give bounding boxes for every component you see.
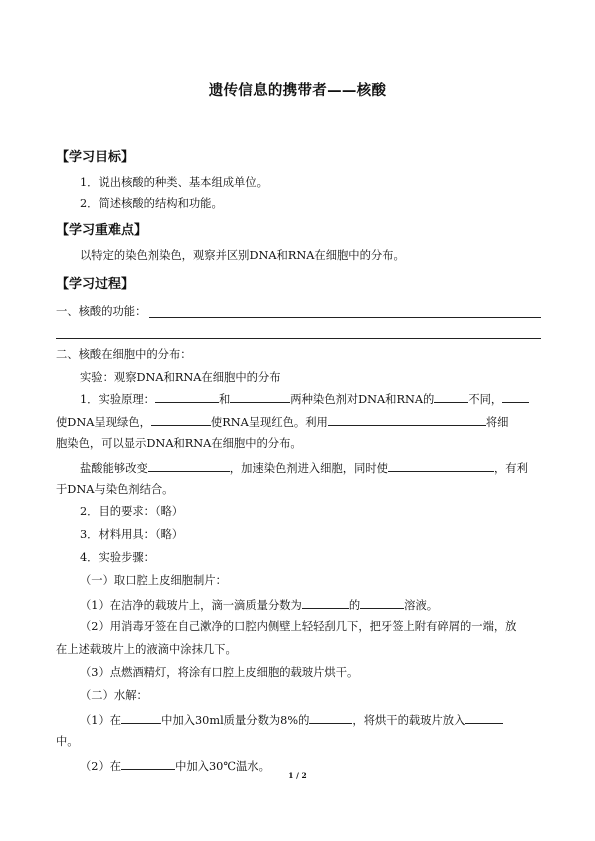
goal-item: 1．说出核酸的种类、基本组成单位。	[80, 176, 268, 189]
fill-blank	[230, 390, 290, 403]
answer-line	[149, 317, 541, 318]
fill-blank	[155, 390, 219, 403]
fill-blank	[148, 459, 230, 472]
section-heading-process: 【学习过程】	[56, 277, 135, 292]
page-number: 1 / 2	[288, 771, 307, 780]
goal-item: 2．简述核酸的结构和功能。	[80, 197, 223, 210]
principle-line: 使DNA呈现绿色， 使RNA呈现红色。利用 将细	[56, 413, 508, 431]
step2-heading: （二）水解：	[80, 689, 148, 702]
fill-blank	[360, 596, 404, 609]
step1-item: （3）点燃酒精灯，将涂有口腔上皮细胞的载玻片烘干。	[80, 666, 359, 679]
fill-blank	[388, 459, 494, 472]
step1-item: （1）在洁净的载玻片上，滴一滴质量分数为 的 溶液。	[80, 596, 438, 614]
section-heading-goals: 【学习目标】	[56, 150, 135, 165]
page-title: 遗传信息的携带者——核酸	[208, 83, 387, 99]
materials-text: 3．材料用具：（略）	[80, 528, 184, 541]
fill-blank	[302, 596, 349, 609]
step1-item: （2）用消毒牙签在自己漱净的口腔内侧壁上轻轻刮几下，把牙签上附有碎屑的一端，放	[80, 620, 517, 633]
step2-item: （1）在 中加入30ml质量分数为8%的 ，将烘干的载玻片放入	[80, 711, 503, 729]
fill-blank	[502, 390, 529, 403]
fill-blank	[328, 413, 486, 426]
fill-blank	[309, 711, 352, 724]
principle-line: 1．实验原理： 和 两种染色剂对DNA和RNA的 不同，	[80, 390, 529, 408]
question-2-heading: 二、核酸在细胞中的分布：	[56, 348, 192, 361]
experiment-title: 实验：观察DNA和RNA在细胞中的分布	[80, 371, 281, 384]
steps-heading: 4．实验步骤：	[80, 551, 155, 564]
fill-blank	[465, 711, 503, 724]
step2-item: 中。	[56, 735, 79, 748]
focus-text: 以特定的染色剂染色，观察并区别DNA和RNA在细胞中的分布。	[80, 249, 405, 262]
section-heading-focus: 【学习重难点】	[56, 223, 148, 238]
step2-item: （2）在 中加入30℃温水。	[80, 757, 270, 775]
acid-line: 盐酸能够改变 ，加速染色剂进入细胞，同时使 ，有利	[80, 459, 528, 477]
step1-item: 在上述载玻片上的液滴中涂抹几下。	[56, 643, 237, 656]
fill-blank	[121, 711, 161, 724]
fill-blank	[151, 413, 211, 426]
answer-line	[56, 338, 541, 339]
fill-blank	[121, 757, 175, 770]
acid-line: 于DNA与染色剂结合。	[56, 483, 174, 496]
fill-blank	[434, 390, 468, 403]
principle-line: 胞染色，可以显示DNA和RNA在细胞中的分布。	[56, 437, 302, 450]
purpose-text: 2．目的要求：（略）	[80, 505, 184, 518]
question-1-label: 一、核酸的功能：	[56, 305, 147, 318]
step1-heading: （一）取口腔上皮细胞制片：	[80, 574, 227, 587]
